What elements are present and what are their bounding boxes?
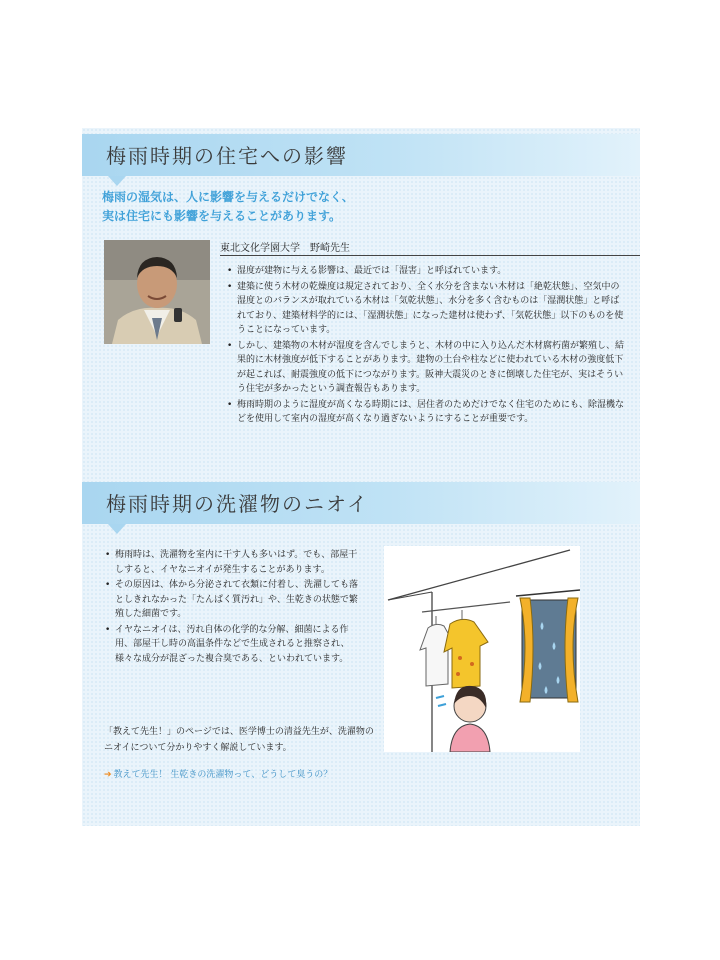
list-item: • 湿度が建物に与える影響は、最近では「湿害」と呼ばれています。	[226, 264, 624, 279]
list-item: • イヤなニオイは、汚れ自体の化学的な分解、細菌による作用、部屋干し時の高温条件などで生成されると推察され、様々な成分が混ざった複合臭である、といわれています。	[104, 623, 359, 667]
laundry-illustration	[384, 546, 580, 752]
header-notch	[108, 524, 126, 534]
header-notch	[108, 176, 126, 186]
housing-bullet-list	[226, 264, 624, 428]
laundry-bullet-list	[104, 548, 359, 667]
indoor-drying-illustration	[384, 546, 580, 752]
lead-text	[102, 188, 354, 226]
list-item: • その原因は、体から分泌されて衣類に付着し、洗濯しても落としきれなかった「たんぱく質汚れ」や、生乾きの状態で繁殖した細菌です。	[104, 578, 359, 622]
lead-line-2: 実は住宅にも影響を与えることがあります。	[102, 209, 342, 223]
arrow-right-icon: ➔	[104, 770, 112, 780]
teacher-page-note: 「教えて先生！」のページでは、医学博士の清益先生が、洗濯物のニオイについて分かりやすく解説しています。	[104, 727, 374, 753]
list-item: • 建築に使う木材の乾燥度は規定されており、全く水分を含まない木材は「絶乾状態」、空気中の湿度とのバランスが取れている木材は「気乾状態」、水分を多く含むものは「湿潤状態」と呼ばれており、建築材料学的には、「湿潤状態」になった建材は使わず、「気乾状態」以下のものを使うことになっています。	[226, 280, 624, 338]
lead-line-1: 梅雨の湿気は、人に影響を与えるだけでなく、	[102, 190, 354, 204]
section-header-laundry	[82, 482, 640, 524]
teacher-page-link[interactable]	[104, 767, 332, 780]
teacher-page-link-text[interactable]: 教えて先生！ 生乾きの洗濯物って、どうして臭うの？	[113, 770, 333, 780]
article-panel	[82, 128, 640, 826]
author-photo	[104, 240, 210, 344]
section-title-laundry: 梅雨時期の洗濯物のニオイ	[106, 492, 369, 516]
list-item: • しかし、建築物の木材が湿度を含んでしまうと、木材の中に入り込んだ木材腐朽菌が繁殖し、結果的に木材強度が低下することがあります。建物の土台や柱などに使われている木材の強度低下が起これば、耐震強度の低下につながります。阪神大震災のときに倒壊した住宅が、実はそういう住宅が多かったという調査報告もあります。	[226, 339, 624, 397]
section-title-housing: 梅雨時期の住宅への影響	[106, 144, 348, 168]
author-photo-image	[104, 240, 210, 344]
author-divider	[220, 255, 640, 256]
section-header-housing	[82, 134, 640, 176]
list-item: • 梅雨時は、洗濯物を室内に干す人も多いはず。でも、部屋干しすると、イヤなニオイが発生することがあります。	[104, 548, 359, 577]
author-name: 東北文化学園大学 野崎先生	[220, 243, 350, 254]
list-item: • 梅雨時期のように湿度が高くなる時期には、居住者のためだけでなく住宅のためにも、除湿機などを使用して室内の湿度が高くなり過ぎないようにすることが重要です。	[226, 398, 624, 427]
